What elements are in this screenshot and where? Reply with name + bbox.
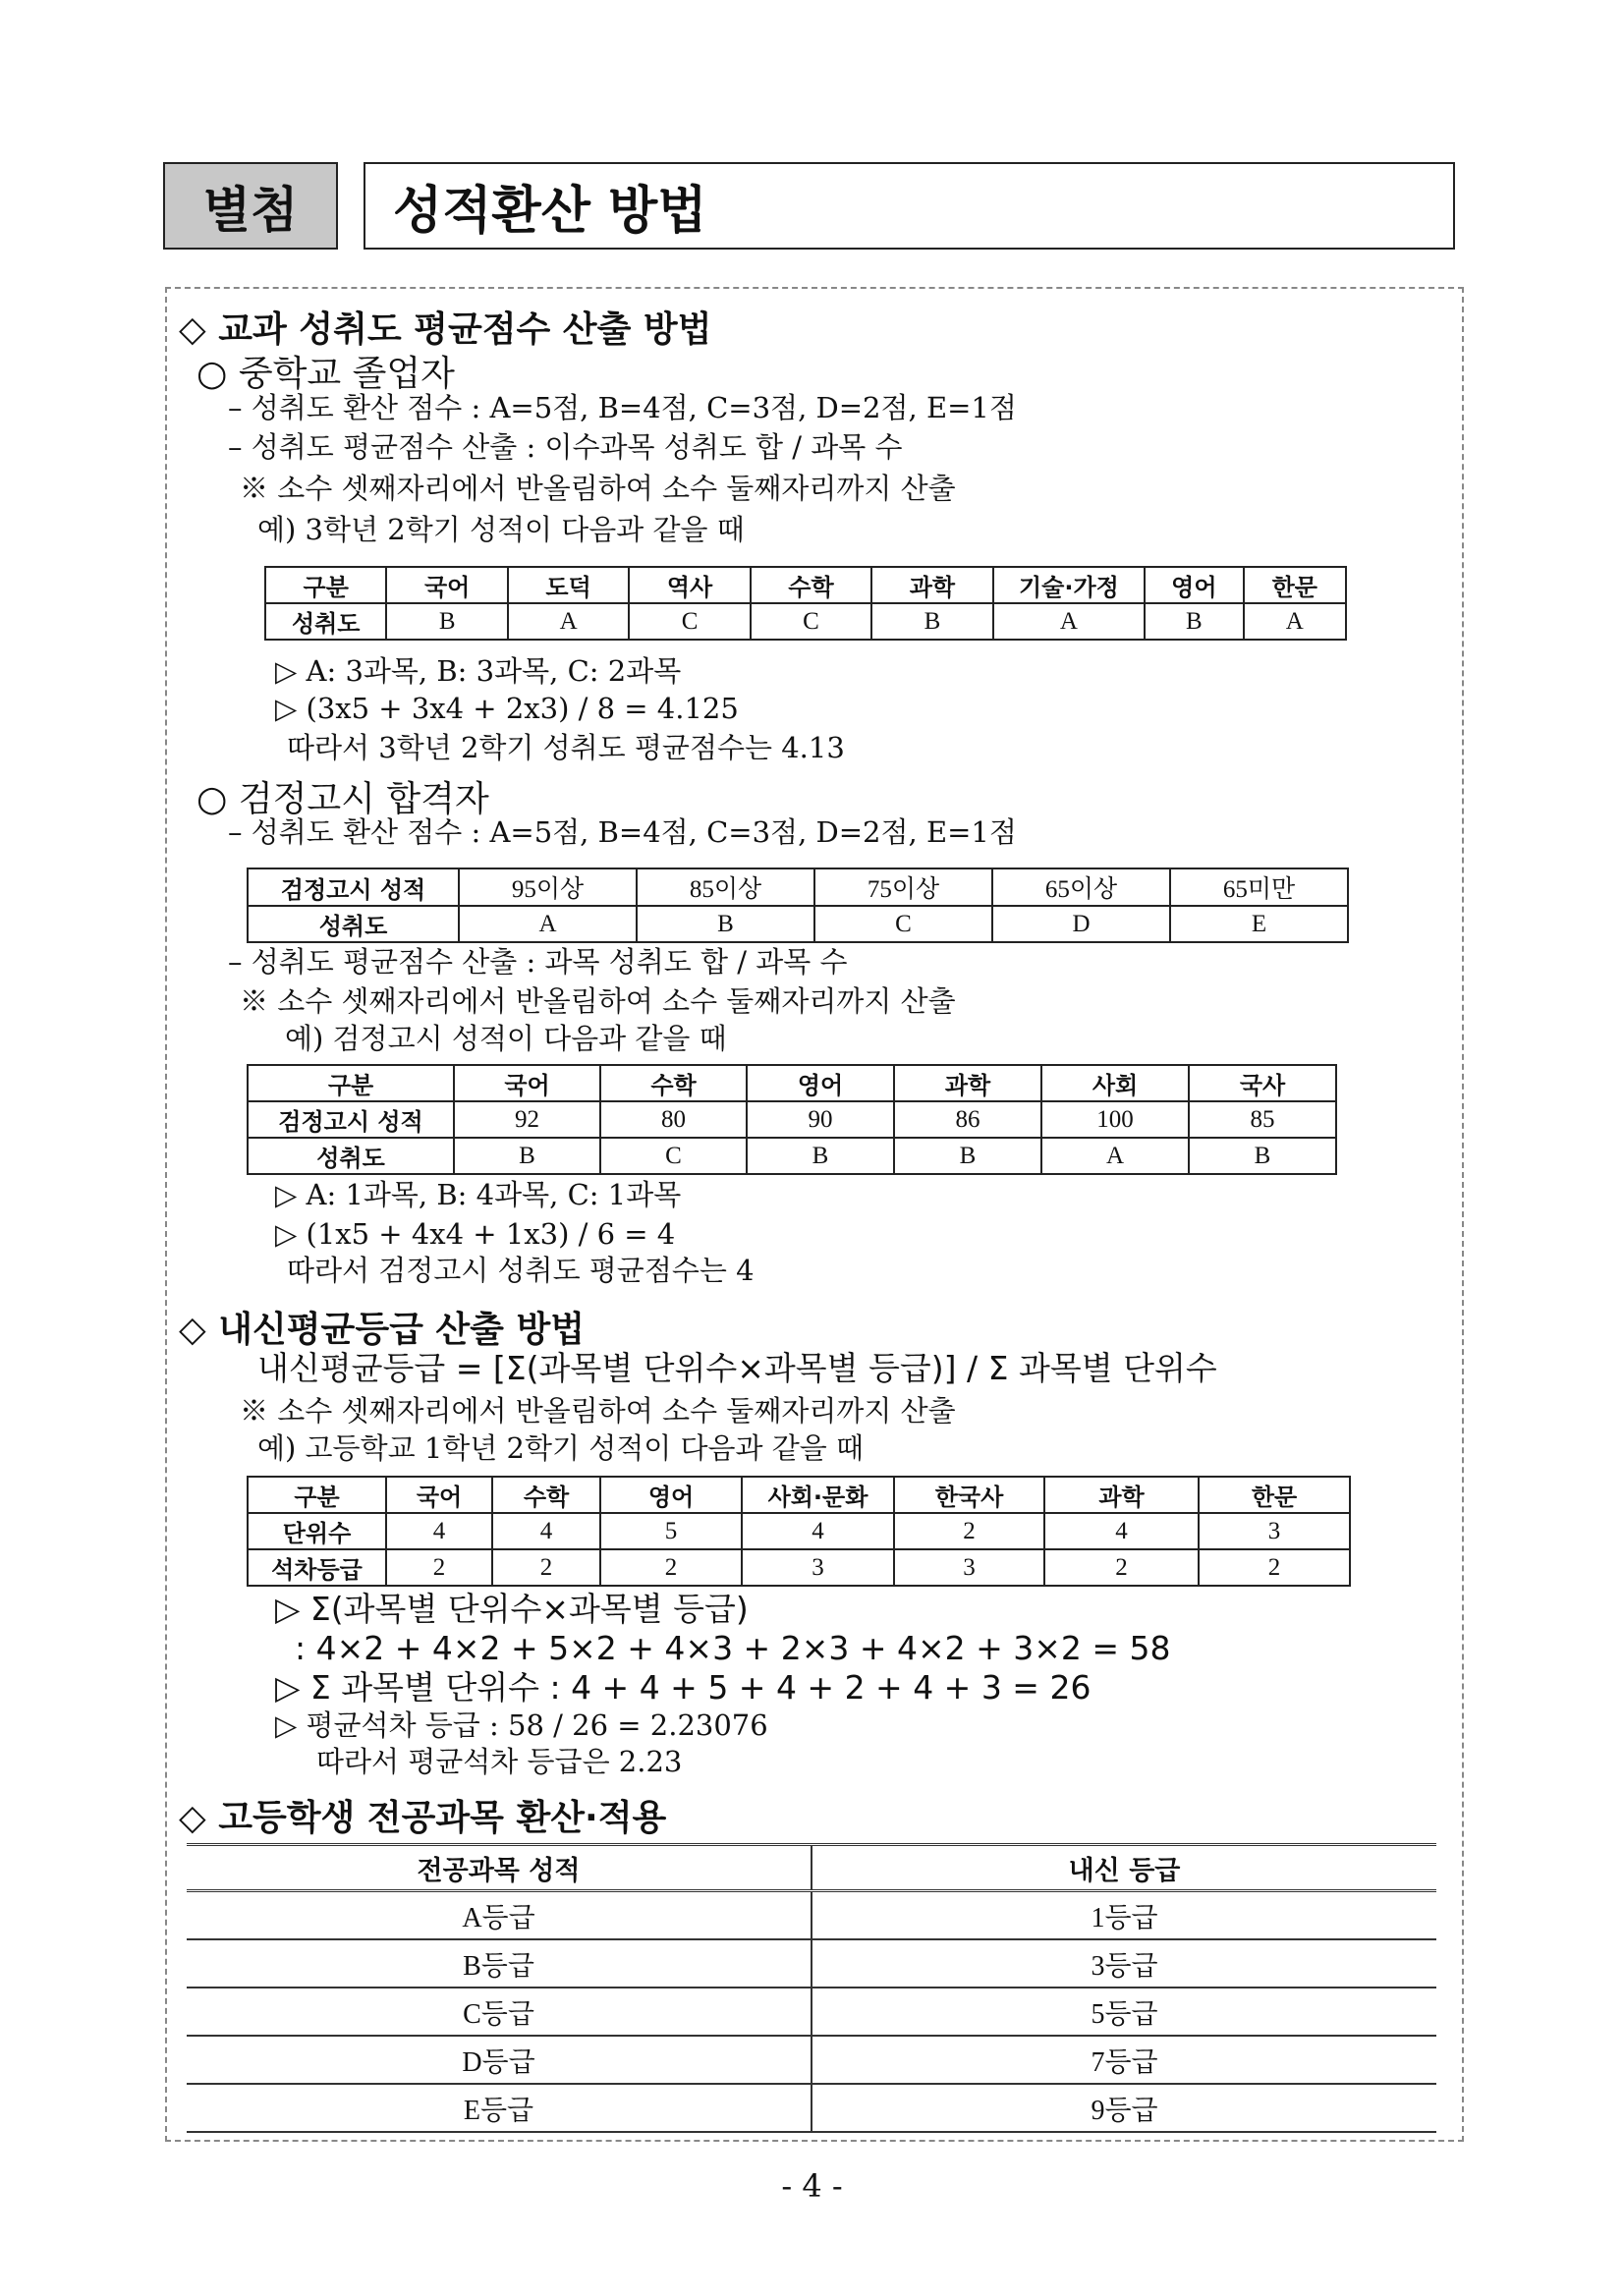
table-header-cell: 한문: [1244, 567, 1346, 603]
conversion-rule: – 성취도 환산 점수 : A=5점, B=4점, C=3점, D=2점, E=1점: [228, 815, 1017, 849]
table-cell: 7등급: [812, 2036, 1436, 2084]
table-header-cell: 구분: [265, 567, 386, 603]
table-cell: 4: [1044, 1513, 1199, 1549]
table-header-cell: 75이상: [814, 868, 992, 906]
calc-line: ▷ 평균석차 등급 : 58 / 26 = 2.23076: [275, 1708, 768, 1742]
table-row: [187, 1939, 1436, 1988]
result-line: 따라서 검정고시 성취도 평균점수는 4: [287, 1254, 755, 1287]
page-title: 성적환산 방법: [364, 162, 1455, 250]
table-cell: 3: [894, 1549, 1044, 1586]
table-cell: 2: [1044, 1549, 1199, 1586]
table-cell: 86: [894, 1101, 1041, 1138]
table-header-cell: 영어: [747, 1065, 894, 1101]
table-header-cell: 수학: [600, 1065, 747, 1101]
rounding-note: ※ 소수 셋째자리에서 반올림하여 소수 둘째자리까지 산출: [240, 984, 956, 1018]
table-header-cell: 수학: [492, 1477, 600, 1513]
table-header-cell: 도덕: [508, 567, 629, 603]
middle-school-table: [264, 566, 1347, 641]
table-header-cell: 국어: [386, 1477, 492, 1513]
table-row: [187, 1891, 1436, 1940]
table-cell: C: [814, 906, 992, 942]
calc-line: ▷ Σ(과목별 단위수×과목별 등급): [275, 1590, 749, 1628]
table-row: [187, 2084, 1436, 2132]
table-row-label: 성취도: [248, 1138, 454, 1174]
rounding-note: ※ 소수 셋째자리에서 반올림하여 소수 둘째자리까지 산출: [240, 472, 956, 505]
table-cell: A: [1041, 1138, 1189, 1174]
table-cell: 2: [600, 1549, 742, 1586]
table-header-cell: 과학: [1044, 1477, 1199, 1513]
table-header-cell: 구분: [248, 1477, 386, 1513]
table-cell: C: [600, 1138, 747, 1174]
table-cell: B: [454, 1138, 600, 1174]
calc-line: : 4×2 + 4×2 + 5×2 + 4×3 + 2×3 + 4×2 + 3×2 = 58: [295, 1629, 1171, 1667]
section-title-achievement: ◇ 교과 성취도 평균점수 산출 방법: [179, 309, 712, 350]
average-rule: – 성취도 평균점수 산출 : 이수과목 성취도 합 / 과목 수: [228, 430, 903, 464]
major-conversion-table: [187, 1843, 1436, 2133]
table-row-label: 성취도: [265, 603, 386, 640]
table-header-cell: 역사: [629, 567, 750, 603]
table-header-cell: 65미만: [1170, 868, 1348, 906]
table-cell: 92: [454, 1101, 600, 1138]
calc-line: ▷ Σ 과목별 단위수 : 4 + 4 + 5 + 4 + 2 + 4 + 3 = 26: [275, 1668, 1092, 1707]
table-header-cell: 영어: [1145, 567, 1243, 603]
table-cell: 2: [1199, 1549, 1350, 1586]
table-header-cell: 한문: [1199, 1477, 1350, 1513]
table-cell: E: [1170, 906, 1348, 942]
table-header-cell: 수학: [751, 567, 871, 603]
example-caption: 예) 고등학교 1학년 2학기 성적이 다음과 같을 때: [257, 1431, 864, 1465]
table-cell: 5등급: [812, 1988, 1436, 2036]
table-row-label: 단위수: [248, 1513, 386, 1549]
table-cell: C: [751, 603, 871, 640]
table-cell: B: [637, 906, 814, 942]
table-cell: B: [386, 603, 507, 640]
table-header-cell: 65이상: [992, 868, 1170, 906]
subsection-middle-school: ○ 중학교 졸업자: [196, 354, 455, 394]
page-header: [163, 162, 1455, 250]
table-cell: 100: [1041, 1101, 1189, 1138]
table-cell: 9등급: [812, 2084, 1436, 2132]
table-row-label: 석차등급: [248, 1549, 386, 1586]
table-cell: A: [508, 603, 629, 640]
table-header-cell: 한국사: [894, 1477, 1044, 1513]
table-row-label: 성취도: [248, 906, 459, 942]
table-header-cell: 국어: [454, 1065, 600, 1101]
table-cell: 3등급: [812, 1939, 1436, 1988]
table-cell: B: [747, 1138, 894, 1174]
page-number: - 4 -: [781, 2167, 843, 2205]
table-cell: A: [1244, 603, 1346, 640]
table-cell: B: [894, 1138, 1041, 1174]
table-cell: D: [992, 906, 1170, 942]
section-title-grade-average: ◇ 내신평균등급 산출 방법: [179, 1310, 586, 1350]
example-caption: 예) 검정고시 성적이 다음과 같을 때: [285, 1022, 727, 1055]
table-header-cell: 구분: [248, 1065, 454, 1101]
attachment-tag: 별첨: [163, 162, 338, 250]
table-header-cell: 85이상: [637, 868, 814, 906]
table-row: [187, 2036, 1436, 2084]
table-cell: B: [1145, 603, 1243, 640]
table-cell: A: [459, 906, 637, 942]
table-cell: 4: [742, 1513, 894, 1549]
table-cell: 80: [600, 1101, 747, 1138]
calc-line: ▷ (1x5 + 4x4 + 1x3) / 6 = 4: [275, 1217, 676, 1251]
grade-formula: 내신평균등급 = [Σ(과목별 단위수×과목별 등급)] / Σ 과목별 단위수: [257, 1349, 1217, 1387]
calc-line: ▷ A: 3과목, B: 3과목, C: 2과목: [275, 654, 682, 688]
table-cell: E등급: [187, 2084, 812, 2132]
table-header-cell: 영어: [600, 1477, 742, 1513]
table-cell: B: [871, 603, 992, 640]
table-header-cell: 사회: [1041, 1065, 1189, 1101]
table-cell: D등급: [187, 2036, 812, 2084]
table-header-cell: 검정고시 성적: [248, 868, 459, 906]
table-cell: C등급: [187, 1988, 812, 2036]
table-cell: 4: [492, 1513, 600, 1549]
ged-example-table: [247, 1064, 1337, 1175]
column-header: 전공과목 성적: [187, 1845, 812, 1891]
table-cell: C: [629, 603, 750, 640]
subsection-ged: ○ 검정고시 합격자: [196, 779, 489, 819]
table-header-cell: 사회·문화: [742, 1477, 894, 1513]
table-cell: 90: [747, 1101, 894, 1138]
table-cell: 85: [1189, 1101, 1336, 1138]
table-cell: 4: [386, 1513, 492, 1549]
table-cell: 5: [600, 1513, 742, 1549]
conversion-rule: – 성취도 환산 점수 : A=5점, B=4점, C=3점, D=2점, E=1점: [228, 391, 1017, 424]
calc-line: ▷ A: 1과목, B: 4과목, C: 1과목: [275, 1178, 682, 1211]
table-cell: 2: [386, 1549, 492, 1586]
table-cell: B등급: [187, 1939, 812, 1988]
ged-conversion-table: [247, 868, 1349, 943]
result-line: 따라서 평균석차 등급은 2.23: [316, 1745, 683, 1778]
table-header-cell: 국사: [1189, 1065, 1336, 1101]
result-line: 따라서 3학년 2학기 성취도 평균점수는 4.13: [287, 731, 845, 764]
table-cell: A등급: [187, 1891, 812, 1940]
table-cell: 3: [742, 1549, 894, 1586]
table-cell: 2: [894, 1513, 1044, 1549]
table-cell: 1등급: [812, 1891, 1436, 1940]
example-caption: 예) 3학년 2학기 성적이 다음과 같을 때: [257, 513, 745, 546]
table-header-cell: 95이상: [459, 868, 637, 906]
column-header: 내신 등급: [812, 1845, 1436, 1891]
calc-line: ▷ (3x5 + 3x4 + 2x3) / 8 = 4.125: [275, 692, 739, 725]
average-rule: – 성취도 평균점수 산출 : 과목 성취도 합 / 과목 수: [228, 945, 848, 979]
table-cell: 3: [1199, 1513, 1350, 1549]
table-header-cell: 과학: [894, 1065, 1041, 1101]
table-cell: B: [1189, 1138, 1336, 1174]
table-header-cell: 과학: [871, 567, 992, 603]
high-school-table: [247, 1476, 1351, 1587]
table-header-cell: 기술·가정: [993, 567, 1146, 603]
table-row: [187, 1988, 1436, 2036]
table-cell: A: [993, 603, 1146, 640]
rounding-note: ※ 소수 셋째자리에서 반올림하여 소수 둘째자리까지 산출: [240, 1394, 956, 1428]
table-header-cell: 국어: [386, 567, 507, 603]
table-row-label: 검정고시 성적: [248, 1101, 454, 1138]
section-title-major-conversion: ◇ 고등학생 전공과목 환산·적용: [179, 1798, 667, 1838]
table-cell: 2: [492, 1549, 600, 1586]
